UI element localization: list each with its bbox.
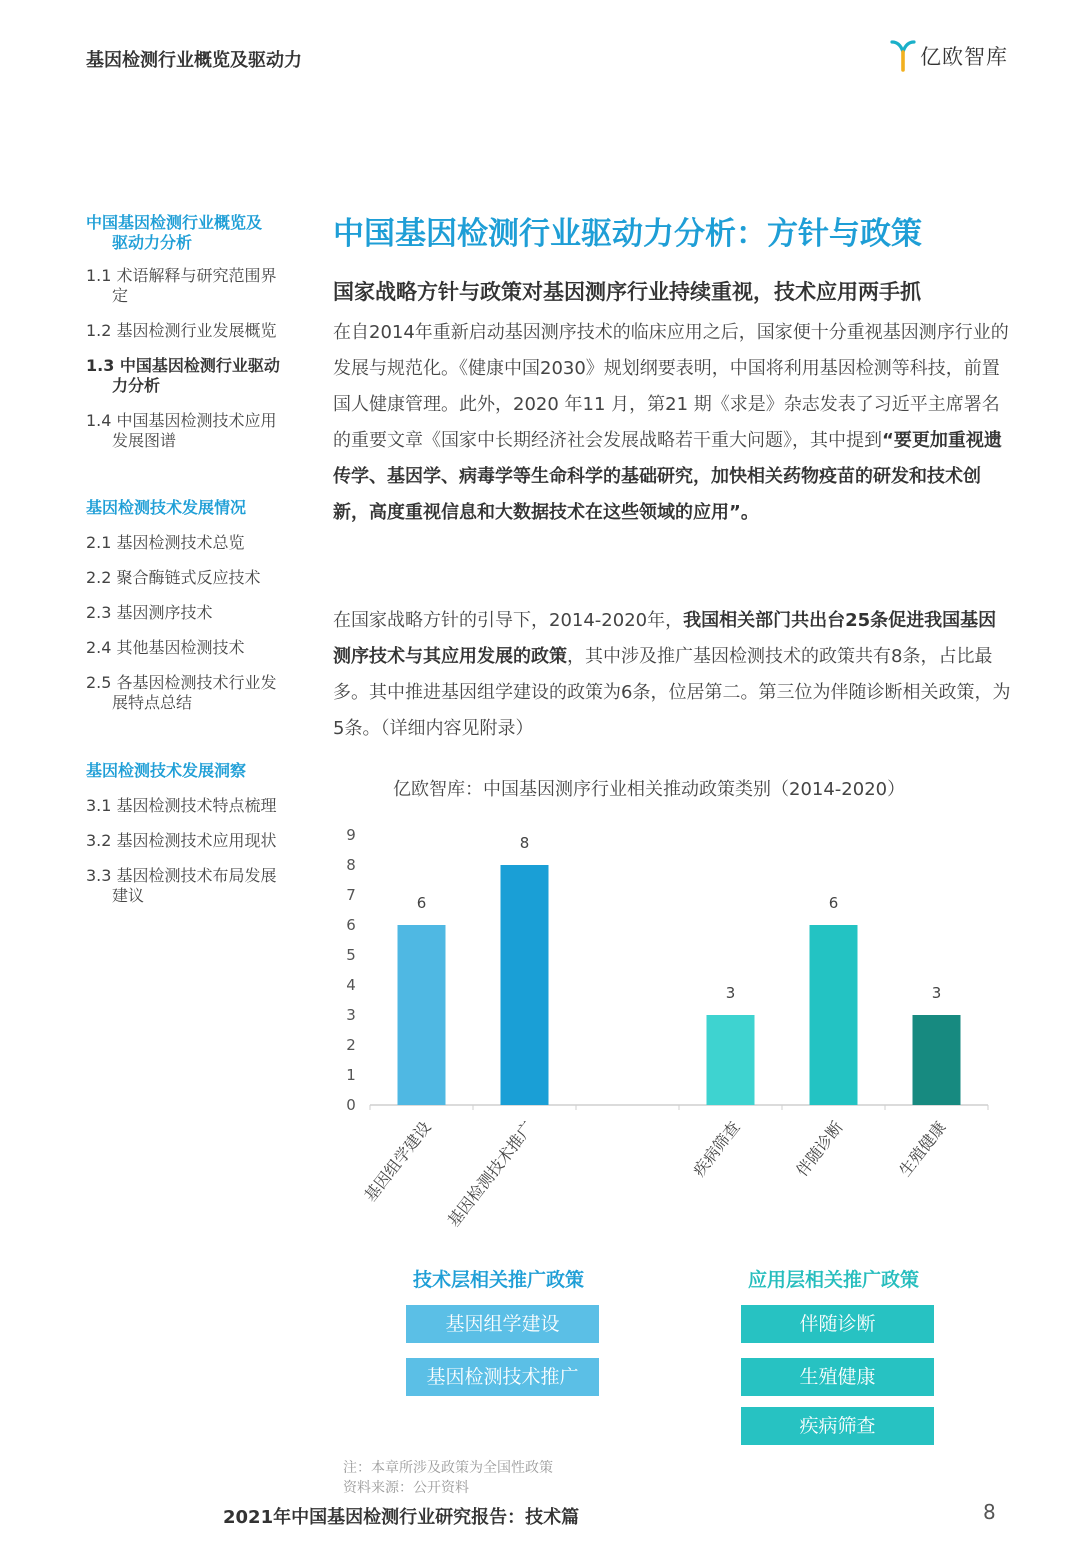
toc-item[interactable] bbox=[86, 411, 316, 451]
toc-item-text: 术语解释与研究范围界 bbox=[116, 266, 277, 285]
toc-item-text: 基因检测技术总览 bbox=[116, 533, 245, 552]
app-tag-reproductive-health: 生殖健康 bbox=[741, 1358, 934, 1396]
toc-item-number: 1.3 bbox=[86, 356, 115, 375]
toc-item-number: 3.1 bbox=[86, 796, 112, 815]
toc-item-active[interactable] bbox=[86, 356, 316, 396]
header-title: 基因检测行业概览及驱动力 bbox=[86, 50, 302, 71]
tech-policy-heading: 技术层相关推广政策 bbox=[413, 1269, 585, 1291]
toc-item[interactable] bbox=[86, 673, 316, 713]
footer-title: 2021年中国基因检测行业研究报告：技术篇 bbox=[223, 1507, 580, 1528]
logo-text: 亿欧智库 bbox=[920, 45, 1008, 69]
toc-item-text: 基因检测技术布局发展 bbox=[116, 866, 277, 885]
toc-item-number: 3.3 bbox=[86, 866, 112, 885]
category-label: 疾病筛查 bbox=[689, 1117, 744, 1180]
page-number: 8 bbox=[983, 1500, 996, 1524]
data-label: 6 bbox=[828, 894, 839, 912]
chart-note: 注：本章所涉及政策为全国性政策 bbox=[343, 1460, 553, 1476]
toc-item[interactable] bbox=[86, 568, 316, 588]
toc-item[interactable] bbox=[86, 533, 316, 553]
paragraph-highlight: 我国相关部门共出台25条促进我国基因测序技术与其应用发展的政策 bbox=[333, 610, 997, 667]
app-policy-heading: 应用层相关推广政策 bbox=[748, 1269, 920, 1291]
data-label: 3 bbox=[931, 984, 942, 1002]
toc-section[interactable] bbox=[86, 498, 316, 518]
yiou-logo-icon bbox=[890, 40, 916, 72]
data-label: 6 bbox=[416, 894, 427, 912]
data-label: 3 bbox=[725, 984, 736, 1002]
policy-bar-chart bbox=[320, 815, 1010, 1235]
toc-item[interactable] bbox=[86, 321, 316, 341]
toc-item[interactable] bbox=[86, 266, 316, 306]
toc-item-text: 中国基因检测技术应用 bbox=[116, 411, 277, 430]
bar bbox=[398, 925, 446, 1105]
toc-item-text: 基因测序技术 bbox=[116, 603, 213, 622]
toc-item-text: 聚合酶链式反应技术 bbox=[116, 568, 261, 587]
chart-source: 资料来源：公开资料 bbox=[343, 1480, 469, 1496]
paragraph-1 bbox=[333, 315, 1013, 531]
toc-item-text: 各基因检测技术行业发 bbox=[116, 673, 277, 692]
toc-item-text: 基因检测行业发展概览 bbox=[116, 321, 277, 340]
toc-item-text: 中国基因检测行业驱动 bbox=[119, 356, 280, 375]
category-label: 生殖健康 bbox=[895, 1117, 950, 1180]
toc-item[interactable] bbox=[86, 831, 316, 851]
toc-item[interactable] bbox=[86, 638, 316, 658]
bar bbox=[501, 865, 549, 1105]
y-tick-label: 2 bbox=[346, 1036, 356, 1054]
category-label: 基因检测技术推广 bbox=[443, 1117, 538, 1231]
y-tick-label: 6 bbox=[346, 916, 356, 934]
toc-section-title-line: 驱动力分析 bbox=[112, 233, 193, 252]
toc-item-number: 2.2 bbox=[86, 568, 112, 587]
toc-item-text: 发展图谱 bbox=[112, 431, 177, 450]
brand-logo bbox=[890, 40, 1008, 72]
toc-item-number: 1.2 bbox=[86, 321, 112, 340]
y-tick-label: 7 bbox=[346, 886, 356, 904]
toc-item-number: 2.1 bbox=[86, 533, 112, 552]
tech-tag-gene-test-promotion: 基因检测技术推广 bbox=[406, 1358, 599, 1396]
toc-section[interactable] bbox=[86, 761, 316, 781]
toc-item-number: 3.2 bbox=[86, 831, 112, 850]
y-tick-label: 5 bbox=[346, 946, 356, 964]
toc-item-text: 其他基因检测技术 bbox=[116, 638, 245, 657]
toc-item-text: 建议 bbox=[112, 886, 145, 905]
y-tick-label: 9 bbox=[346, 826, 356, 844]
data-label: 8 bbox=[519, 834, 530, 852]
category-label: 伴随诊断 bbox=[792, 1117, 847, 1180]
page-title: 中国基因检测行业驱动力分析：方针与政策 bbox=[333, 216, 922, 252]
tech-tag-genomics: 基因组学建设 bbox=[406, 1305, 599, 1343]
paragraph-2 bbox=[333, 603, 1013, 747]
section-subtitle: 国家战略方针与政策对基因测序行业持续重视，技术应用两手抓 bbox=[333, 280, 921, 304]
toc-item-text: 力分析 bbox=[112, 376, 161, 395]
bar bbox=[707, 1015, 755, 1105]
chart-title: 亿欧智库：中国基因测序行业相关推动政策类别（2014-2020） bbox=[393, 779, 906, 800]
bar bbox=[913, 1015, 961, 1105]
toc-item[interactable] bbox=[86, 603, 316, 623]
toc-item-text: 展特点总结 bbox=[112, 693, 193, 712]
toc-item[interactable] bbox=[86, 796, 316, 816]
category-label: 基因组学建设 bbox=[360, 1117, 435, 1206]
toc-item[interactable] bbox=[86, 866, 316, 906]
toc-item-number: 1.1 bbox=[86, 266, 112, 285]
toc-section[interactable] bbox=[86, 213, 316, 253]
app-tag-companion-diagnostics: 伴随诊断 bbox=[741, 1305, 934, 1343]
toc-item-text: 基因检测技术特点梳理 bbox=[116, 796, 277, 815]
table-of-contents bbox=[86, 213, 316, 906]
toc-item-text: 基因检测技术应用现状 bbox=[116, 831, 277, 850]
y-tick-label: 8 bbox=[346, 856, 356, 874]
toc-item-number: 2.4 bbox=[86, 638, 112, 657]
y-tick-label: 4 bbox=[346, 976, 356, 994]
y-tick-label: 3 bbox=[346, 1006, 356, 1024]
y-tick-label: 0 bbox=[346, 1096, 356, 1114]
paragraph-text: ，其中涉及推广基因检测技术的政策共有8条，占比最多。其中推进基因组学建设的政策为6条，位居第二。第三位为伴随诊断相关政策，为5条。（详细内容见附录） bbox=[333, 646, 1011, 739]
toc-section-title-line: 基因检测技术发展洞察 bbox=[86, 761, 247, 780]
app-tag-disease-screening: 疾病筛查 bbox=[741, 1407, 934, 1445]
paragraph-text: 在国家战略方针的引导下，2014-2020年， bbox=[333, 610, 684, 631]
toc-item-number: 2.5 bbox=[86, 673, 112, 692]
y-tick-label: 1 bbox=[346, 1066, 356, 1084]
bar bbox=[810, 925, 858, 1105]
toc-item-number: 1.4 bbox=[86, 411, 112, 430]
toc-section-title-line: 中国基因检测行业概览及 bbox=[86, 213, 263, 232]
toc-item-text: 定 bbox=[112, 286, 129, 305]
toc-item-number: 2.3 bbox=[86, 603, 112, 622]
toc-section-title-line: 基因检测技术发展情况 bbox=[86, 498, 247, 517]
paragraph-quote: “要更加重视遗传学、基因学、病毒学等生命科学的基础研究，加快相关药物疫苗的研发和技术创新，高度重视信息和大数据技术在这些领域的应用”。 bbox=[333, 430, 1002, 523]
paragraph-text: 在自2014年重新启动基因测序技术的临床应用之后，国家便十分重视基因测序行业的发展与规范化。《健康中国2030》规划纲要表明，中国将利用基因检测等科技，前置国人健康管理。此外，2020 年11 月，第21 期《求是》杂志发表了习近平主席署名的重要文章《国家中长期经济社会发展战略若干重大问题》，其中提到 bbox=[333, 322, 1009, 451]
